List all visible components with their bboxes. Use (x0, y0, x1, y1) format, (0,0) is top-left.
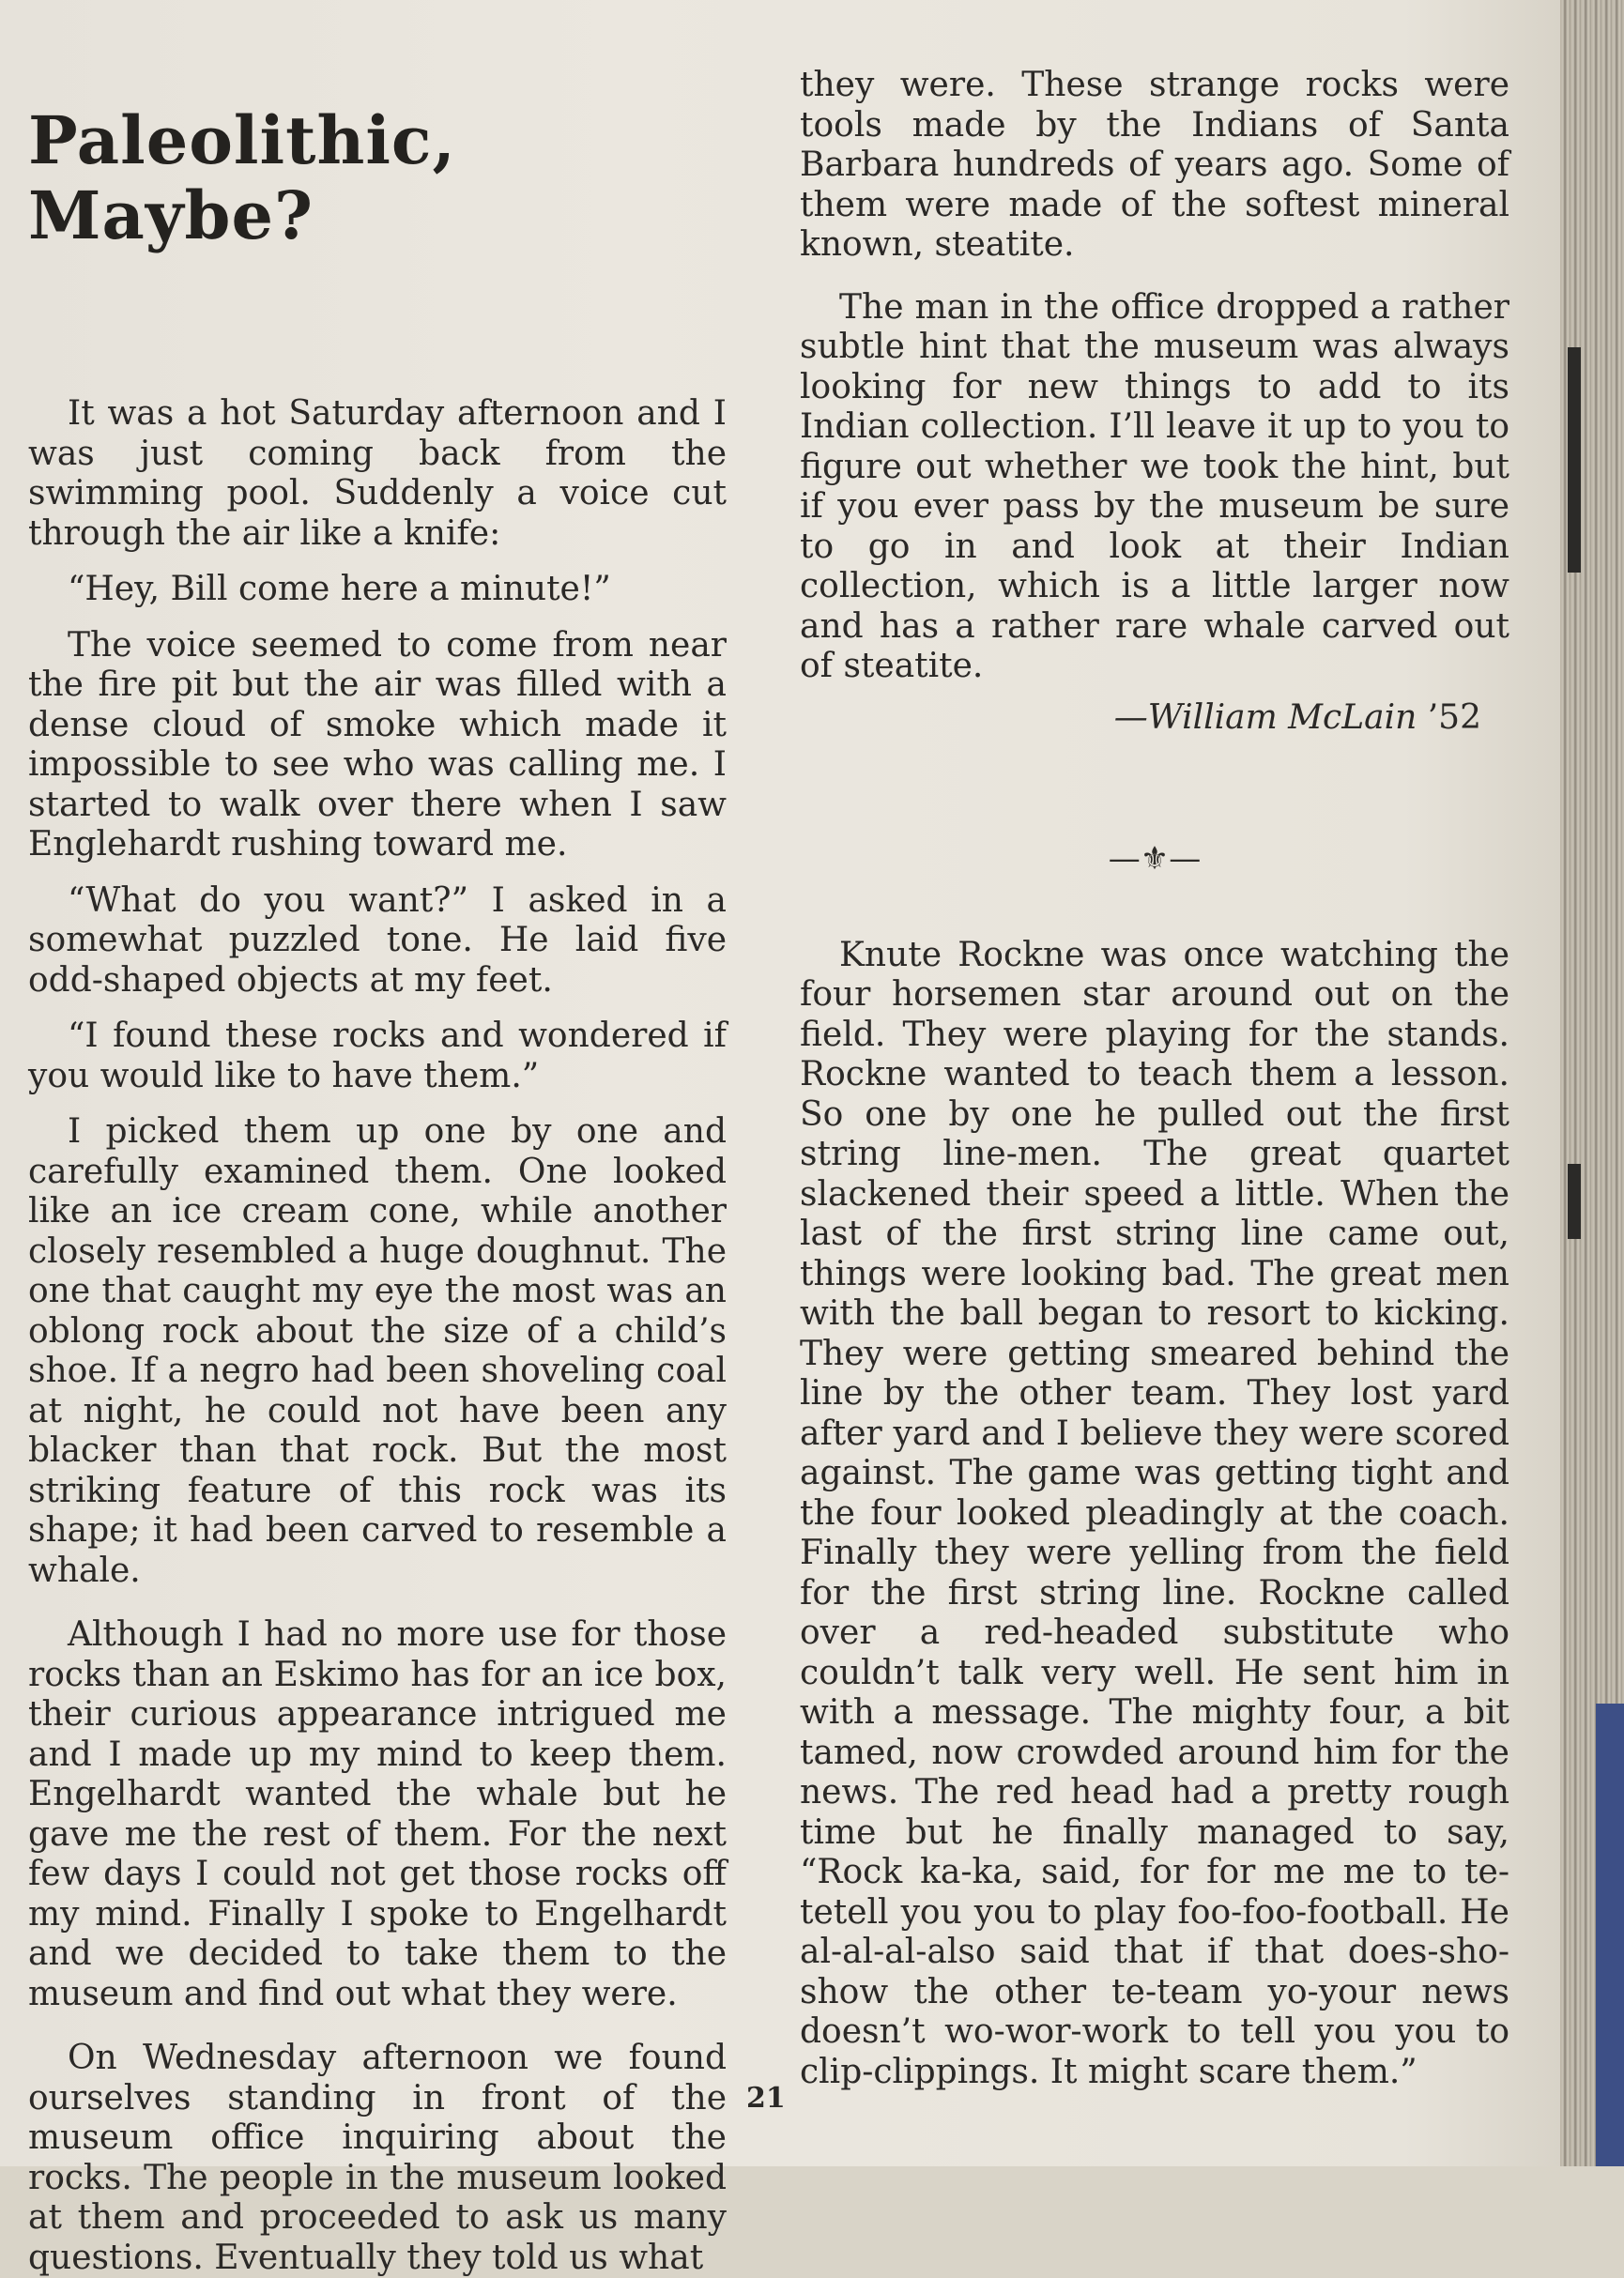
article-paragraph: I picked them up one by one and carefully examined them. One looked like an ice cream cone, while another closely resembled a huge doughnut. The one that caught my eye the most was an oblong rock about the size of a child’s shoe. If a negro had been shoveling coal at night, he could not have been any blacker than that rock. But the most striking feature of this rock was its shape; it had been carved to resemble a whale. (28, 1112, 727, 1590)
anecdote-paragraph: Knute Rockne was once watching the four horsemen star around out on the field. They were playing for the stands. Rockne wanted to teach them a lesson. So one by one he pulled out the first string line-men. The great quartet slackened their speed a little. When the last of the first string line came out, things were looking bad. The great men with the ball began to resort to kicking. They were getting smeared behind the line by the other team. They lost yard after yard and I believe they were scored against. The game was getting tight and the four looked pleadingly at the coach. Finally they were yelling from the field for the first string line. Rockne called over a red-headed substitute who couldn’t talk very well. He sent him in with a message. The mighty four, a bit tamed, now crowded around him for the news. The red head had a pretty rough time but he finally managed to say, “Rock ka-ka, said, for for me me to te-tetell you you to play foo-foo-football. He al-al-al-also said that if that does-sho-show the other te-team yo-your news doesn’t wo-wor-work to tell you you to clip-clippings. It might scare them.” (800, 935, 1509, 2091)
fleur-de-lis-ornament-icon: —⚜— (1108, 840, 1202, 878)
article-paragraph: “I found these rocks and wondered if you would like to have them.” (28, 1017, 727, 1095)
spine-cover-edge (1596, 1704, 1624, 2166)
article-paragraph: It was a hot Saturday afternoon and I was just coming back from the swimming pool. Suddenly a voice cut through the air like a knife: (28, 394, 727, 553)
left-column (28, 0, 727, 2278)
article-title: Paleolithic, Maybe? (28, 101, 456, 254)
article-paragraph: “What do you want?” I asked in a somewhat puzzled tone. He laid five odd-shaped objects at my feet. (28, 880, 727, 1000)
page-number: 21 (746, 2082, 786, 2115)
spine-shadow (1568, 347, 1581, 573)
article-paragraph: Although I had no more use for those rocks than an Eskimo has for an ice box, their curious appearance intrigued me and I made up my mind to keep them. Engelhardt wanted the whale but he gave me the rest of them. For the next few days I could not get those rocks off my mind. Finally I spoke to Engelhardt and we decided to take them to the museum and find out what they were. (28, 1615, 727, 2013)
spine-shadow (1568, 1164, 1581, 1239)
article-paragraph: “Hey, Bill come here a minute!” (68, 570, 611, 608)
article-paragraph: they were. These strange rocks were tools made by the Indians of Santa Barbara hundreds of years ago. Some of them were made of the softest mineral known, steatite. (800, 66, 1509, 264)
article-paragraph: The voice seemed to come from near the fire pit but the air was filled with a dense cloud of smoke which made it impossible to see who was calling me. I started to walk over there when I saw Englehardt rushing toward me. (28, 625, 727, 864)
author-name: —William McLain (1113, 697, 1417, 737)
author-year: ’52 (1427, 697, 1481, 737)
author-signature (800, 698, 1481, 739)
right-column (800, 0, 1509, 2092)
article-paragraph: The man in the office dropped a rather subtle hint that the museum was always looking for new things to add to its Indian collection. I’ll leave it up to you to figure out whether we took the hint, but if you ever pass by the museum be sure to go in and look at their Indian collection, which is a little larger now and has a rather rare whale carved out of steatite. (800, 287, 1509, 685)
article-paragraph: On Wednesday afternoon we found ourselves standing in front of the museum office inquiring about the rocks. The people in the museum looked at them and proceeded to ask us many questions. Eventually they told us what (28, 2039, 727, 2277)
